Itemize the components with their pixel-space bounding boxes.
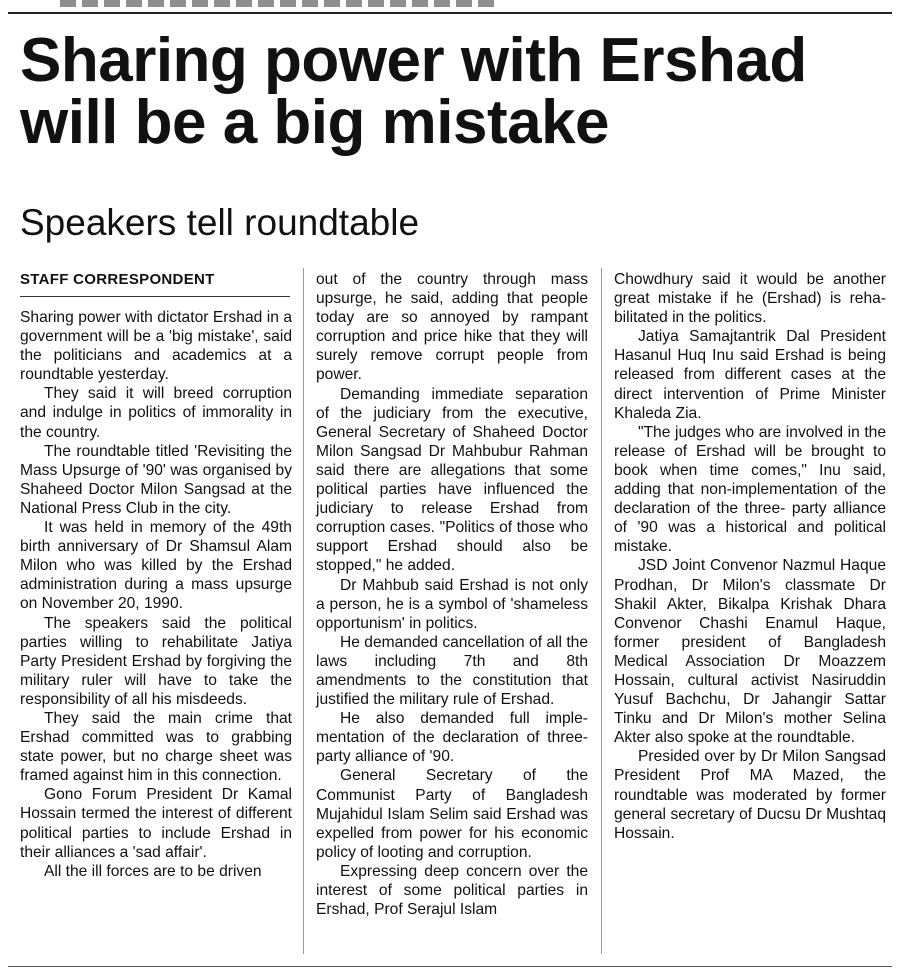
article-column-1 [20, 308, 292, 881]
paragraph: General Secretary of the Communist Party of Bangladesh Mujahidul Islam Selim said Ershad was expelled from power for his economic policy of looting and corruption. [316, 767, 588, 861]
paragraph: Gono Forum President Dr Kamal Hossain termed the interest of different political parties to include Ershad in their alliances a 'sad affair'. [20, 786, 292, 861]
paragraph: Presided over by Dr Milon Sangsad President Prof MA Mazed, the roundtable was moderated by former general secretary of Ducsu Dr Mushtaq Hossain. [614, 748, 886, 842]
paragraph: Demanding immediate separation of the judiciary from the executive, General Secretary of Shaheed Doctor Milon Sangsad Dr Mahbubur Rahman said there are allegations that some political parties have influenced the judiciary to release Ershad from corruption cases. "Politics of those who support Ershad should also be stopped," he added. [316, 385, 588, 575]
byline-divider [20, 296, 290, 297]
headline: Sharing power with Ershad will be a big mistake [20, 26, 807, 157]
column-divider [601, 268, 602, 954]
paragraph: Chowdhury said it would be another great mistake if he (Ershad) is rehabilitated in the politics. [614, 271, 886, 327]
paragraph: JSD Joint Convenor Nazmul Haque Prodhan, Dr Milon's classmate Dr Shakil Akter, Bikalpa Krishak Dhara Convenor Chashi Enamul Haque, former president of Bangladesh Medical Association Dr Moazzem Hossain, cultural activist Nasiruddin Yusuf Bachchu, Dr Jahangir Sattar Tinku and Dr Milon's mother Selina Akter also spoke at the roundtable. [614, 557, 886, 747]
paragraph: The roundtable titled 'Revisiting the Mass Upsurge of '90' was organised by Shaheed Doctor Milon Sangsad at the National Press Club in the city. [20, 442, 292, 517]
paragraph: Dr Mahbub said Ershad is not only a person, he is a symbol of 'shameless opportunism' in politics. [316, 576, 588, 632]
paragraph: He also demanded full implementation of the declaration of three-party alliance of '90. [316, 710, 588, 766]
paragraph: Sharing power with dictator Ershad in a government will be a 'big mistake', said the politicians and academics at a roundtable yesterday. [20, 309, 292, 384]
paragraph: "The judges who are involved in the release of Ershad will be brought to book when time comes," Inu said, adding that non-implementation of the declaration of the three- party alliance of '90 was a historical and political mistake. [614, 423, 886, 556]
paragraph: They said it will breed corruption and indulge in politics of immorality in the country. [20, 385, 292, 441]
paragraph: They said the main crime that Ershad committed was to grabbing state power, but no charge sheet was framed against him in this connection. [20, 709, 292, 785]
paragraph: The speakers said the political parties willing to rehabilitate Jatiya Party President Ershad by forgiving the military ruler will have to take the responsibility of all his misdeeds. [20, 614, 292, 708]
paragraph: out of the country through mass upsurge, he said, adding that people today are so annoyed by rampant corruption and price hike that they will surely remove corrupt people from power. [316, 271, 588, 384]
paragraph: All the ill forces are to be driven [44, 862, 262, 880]
article-column-2 [316, 270, 588, 919]
paragraph: He demanded cancellation of all the laws including 7th and 8th amendments to the constitution that justified the military rule of Ershad. [316, 633, 588, 709]
paragraph: Expressing deep concern over the interest of some political parties in Ershad, Prof Serajul Islam [316, 862, 588, 919]
article-column-3 [614, 270, 886, 843]
byline: STAFF CORRESPONDENT [20, 271, 215, 288]
bottom-divider [8, 966, 892, 967]
paragraph: It was held in memory of the 49th birth anniversary of Dr Shamsul Alam Milon who was killed by the Ershad administration during a mass upsurge on November 20, 1990. [20, 519, 292, 613]
column-divider [303, 268, 304, 954]
top-divider [8, 12, 892, 14]
subheadline: Speakers tell roundtable [20, 202, 420, 243]
cropped-previous-headline [60, 0, 500, 7]
paragraph: Jatiya Samajtantrik Dal President Hasanul Huq Inu said Ershad is being released from different cases at the direct intervention of Prime Minister Khaleda Zia. [614, 328, 886, 422]
